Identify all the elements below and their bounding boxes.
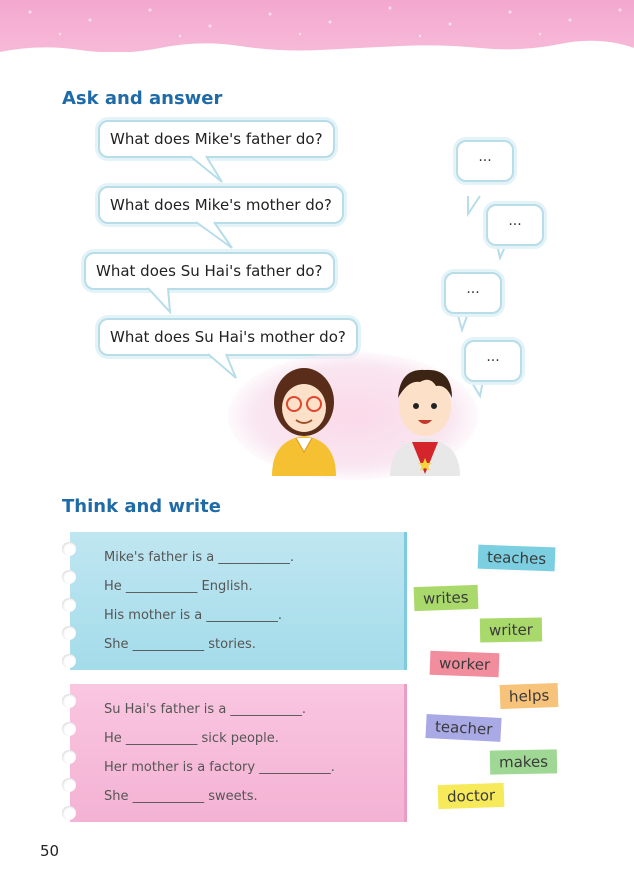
word-card-helps: helps bbox=[500, 683, 559, 709]
card2-line-3: Her mother is a factory ___________. bbox=[104, 760, 335, 775]
card1-line-1: Mike's father is a ___________. bbox=[104, 550, 294, 565]
question-text-1: What does Mike's father do? bbox=[110, 130, 323, 148]
word-card-writes: writes bbox=[414, 585, 478, 611]
reply-bubble-2 bbox=[486, 204, 544, 246]
reply-text-2: ... bbox=[508, 213, 522, 229]
ask-and-answer-title: Ask and answer bbox=[62, 88, 223, 109]
card1-line-3: His mother is a ___________. bbox=[104, 608, 282, 623]
binder-holes bbox=[62, 542, 76, 682]
word-card-worker: worker bbox=[430, 651, 500, 677]
card2-line-2: He ___________ sick people. bbox=[104, 731, 279, 746]
reply-text-4: ... bbox=[486, 349, 500, 365]
card1-line-4: She ___________ stories. bbox=[104, 637, 256, 652]
card2-line-4: She ___________ sweets. bbox=[104, 789, 258, 804]
reply-bubble-1 bbox=[456, 140, 514, 182]
binder-holes bbox=[62, 694, 76, 834]
boy-illustration bbox=[390, 362, 460, 476]
worksheet-card-su-hai bbox=[70, 684, 407, 822]
reply-text-3: ... bbox=[466, 281, 480, 297]
reply-text-1: ... bbox=[478, 149, 492, 165]
word-card-teacher: teacher bbox=[425, 714, 502, 742]
word-card-doctor: doctor bbox=[438, 783, 505, 809]
worksheet-card-mike bbox=[70, 532, 407, 670]
question-text-2: What does Mike's mother do? bbox=[110, 196, 332, 214]
reply-bubble-4 bbox=[464, 340, 522, 382]
page-number: 50 bbox=[40, 842, 60, 860]
word-card-writer: writer bbox=[480, 617, 542, 642]
girl-illustration bbox=[268, 362, 340, 476]
word-card-teaches: teaches bbox=[478, 545, 556, 572]
card1-line-2: He ___________ English. bbox=[104, 579, 253, 594]
card2-line-1: Su Hai's father is a ___________. bbox=[104, 702, 307, 717]
reply-bubble-3 bbox=[444, 272, 502, 314]
think-and-write-title: Think and write bbox=[62, 496, 221, 517]
question-text-3: What does Su Hai's father do? bbox=[96, 262, 323, 280]
question-text-4: What does Su Hai's mother do? bbox=[110, 328, 346, 346]
word-card-makes: makes bbox=[490, 749, 557, 774]
